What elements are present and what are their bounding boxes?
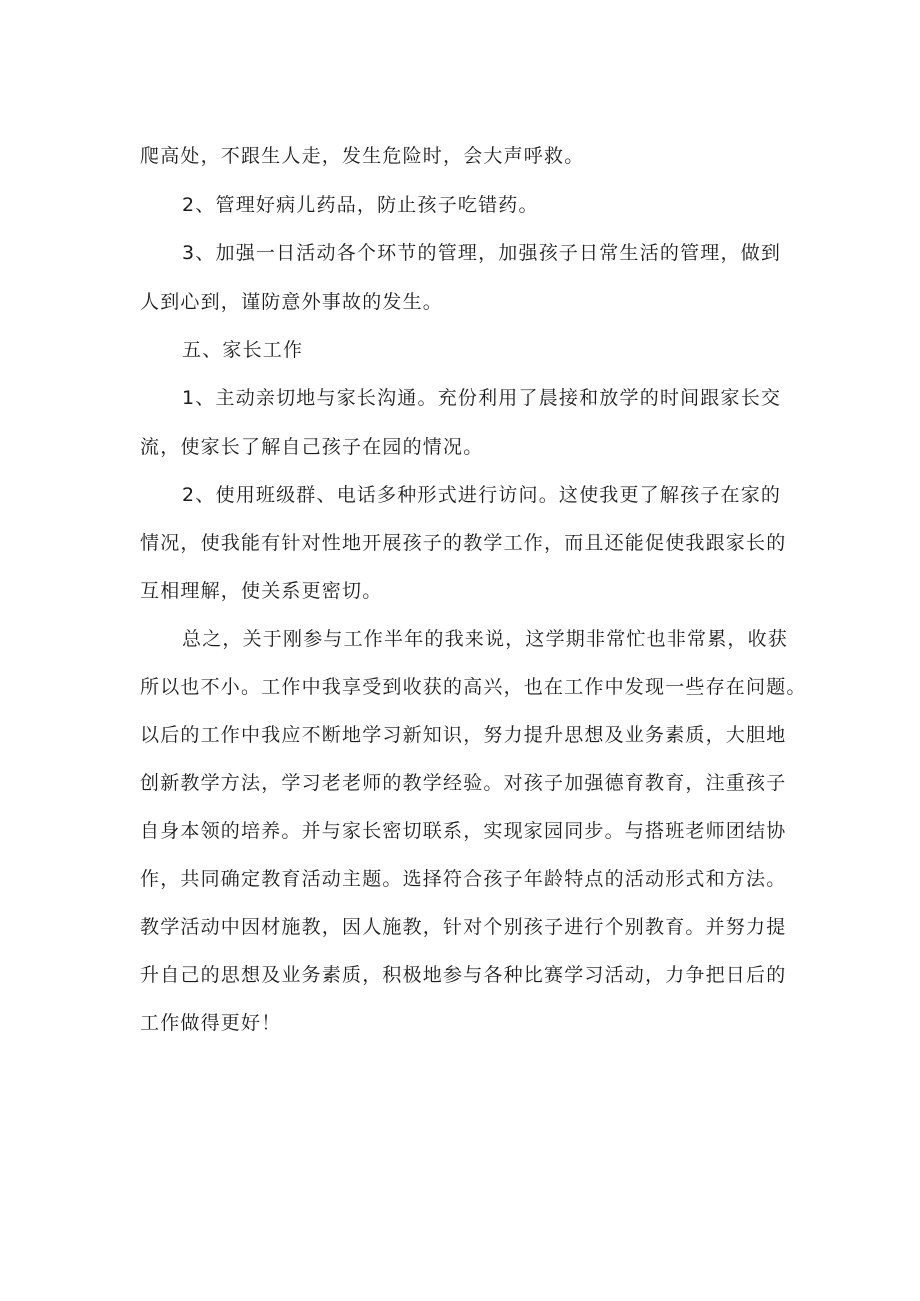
text-line: 作，共同确定教育活动主题。选择符合孩子年龄特点的活动形式和方法。: [140, 868, 787, 890]
text-line: 所以也不小。工作中我享受到收获的高兴，也在工作中发现一些存在问题。: [140, 676, 807, 698]
text-line: 3、加强一日活动各个环节的管理，加强孩子日常生活的管理，做到: [182, 242, 782, 264]
text-line: 爬高处，不跟生人走，发生危险时，会大声呼救。: [140, 145, 585, 167]
text-line: 总之，关于刚参与工作半年的我来说，这学期非常忙也非常累，收获: [182, 628, 789, 650]
text-line: 以后的工作中我应不断地学习新知识，努力提升思想及业务素质，大胆地: [140, 724, 787, 746]
text-line: 创新教学方法，学习老老师的教学经验。对孩子加强德育教育，注重孩子: [140, 772, 787, 794]
text-line: 工作做得更好！: [140, 1012, 282, 1034]
text-line: 流，使家长了解自己孩子在园的情况。: [140, 436, 484, 458]
text-line: 自身本领的培养。并与家长密切联系，实现家园同步。与搭班老师团结协: [140, 820, 787, 842]
text-line: 人到心到，谨防意外事故的发生。: [140, 291, 444, 313]
text-line: 情况，使我能有针对性地开展孩子的教学工作，而且还能促使我跟家长的: [140, 532, 787, 554]
text-line: 互相理解，使关系更密切。: [140, 580, 383, 602]
section-heading: 五、家长工作: [182, 339, 304, 361]
text-line: 2、管理好病儿药品，防止孩子吃错药。: [182, 194, 539, 216]
text-line: 2、使用班级群、电话多种形式进行访问。这使我更了解孩子在家的: [182, 484, 782, 506]
text-line: 升自己的思想及业务素质，积极地参与各种比赛学习活动，力争把日后的: [140, 964, 787, 986]
text-line: 教学活动中因材施教，因人施教，针对个别孩子进行个别教育。并努力提: [140, 916, 787, 938]
text-line: 1、主动亲切地与家长沟通。充份利用了晨接和放学的时间跟家长交: [182, 387, 782, 409]
